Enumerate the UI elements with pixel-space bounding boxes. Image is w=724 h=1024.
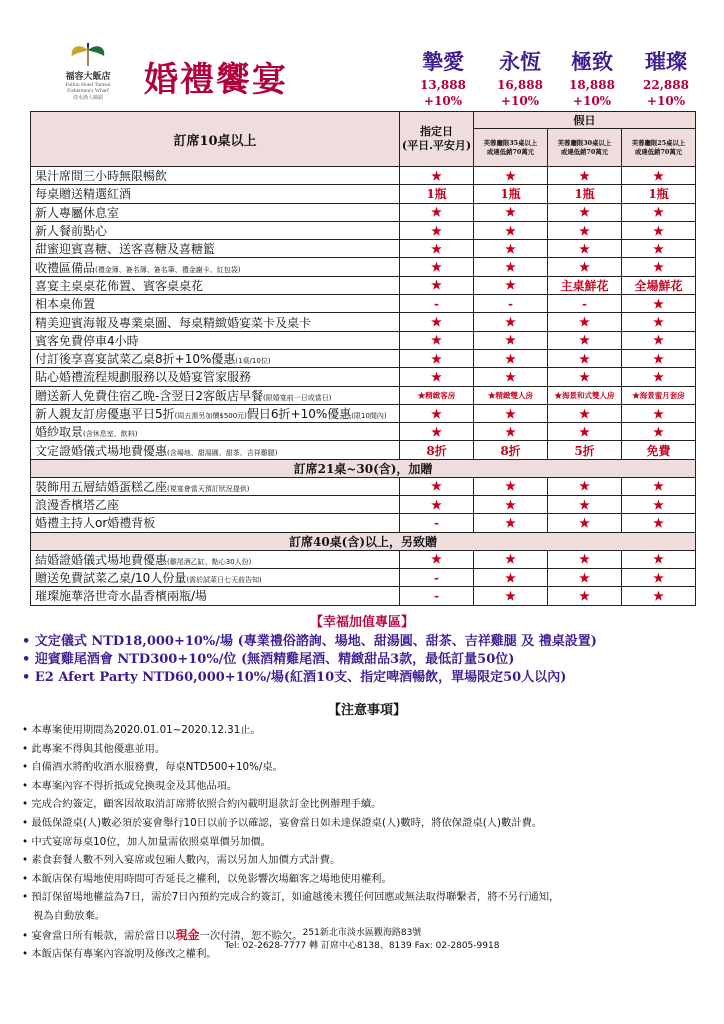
star-icon: ★ <box>474 240 548 258</box>
cell-value: - <box>474 295 548 313</box>
hotel-logo <box>50 40 126 101</box>
note-item-payment: • 宴會當日所有帳款，需於當日以現金一次付清，恕不賒欠。 <box>22 927 303 942</box>
row-item-label: 賓客免費停車4小時 <box>31 331 400 349</box>
row-item-label: 甜蜜迎賓喜糖、送客喜糖及喜糖籃 <box>31 240 400 258</box>
star-icon: ★ <box>548 404 622 422</box>
table-header-min-tables: 訂席10桌以上 <box>31 112 400 167</box>
star-icon: ★ <box>474 167 548 185</box>
page-title: 婚禮饗宴 <box>144 60 288 100</box>
package-1 <box>404 46 482 108</box>
star-icon: ★ <box>622 568 696 586</box>
row-item-label: 結婚證婚儀式場地費優惠(雞尾酒乙缸、點心30人份) <box>31 550 400 568</box>
star-icon: ★ <box>548 203 622 221</box>
package-price: 22,888 <box>643 78 689 92</box>
star-icon: ★ <box>622 221 696 239</box>
star-icon: ★ <box>474 496 548 514</box>
star-icon: ★ <box>622 167 696 185</box>
row-item-label: 收禮區備品(禮金簿、簽名簿、簽名筆、禮金謝卡、紅包袋) <box>31 258 400 276</box>
star-icon: ★ <box>400 258 474 276</box>
note-item: • 完成合約簽定，顧客因故取消訂席將依照合約內載明退款訂金比例辦理手續。 <box>22 798 382 811</box>
star-icon: ★ <box>622 550 696 568</box>
note-continuation: 視為自動放棄。 <box>33 909 106 922</box>
cell-value: 8折 <box>400 441 474 459</box>
star-icon: ★ <box>400 477 474 495</box>
hotel-sub-zh: 淡水漁人碼頭 <box>72 95 103 101</box>
star-icon: ★ <box>474 313 548 331</box>
star-icon: ★ <box>548 349 622 367</box>
star-icon: ★ <box>548 514 622 532</box>
row-item-label: 喜宴主桌桌花佈置、賓客桌桌花 <box>31 276 400 294</box>
star-icon: ★ <box>622 496 696 514</box>
package-price: 13,888 <box>420 78 466 92</box>
hotel-name-en-2: Fishermen's Wharf <box>67 88 109 94</box>
table-row <box>31 276 696 294</box>
star-icon: ★ <box>622 240 696 258</box>
cell-value: 1瓶 <box>548 185 622 203</box>
package-3 <box>553 46 631 108</box>
row-item-label: 相本桌佈置 <box>31 295 400 313</box>
note-item: • 素食套餐人數不列入宴席或包廂人數內，需以另加人加價方式計費。 <box>22 854 341 867</box>
row-item-label: 婚紗取景(含休息室、飲料) <box>31 423 400 441</box>
weekday-sub: (平日.平安月) <box>401 139 472 152</box>
note-item: • 本專案使用期間為2020.01.01~2020.12.31止。 <box>22 724 261 736</box>
package-name: 璀璨 <box>645 49 687 74</box>
note-item: • 本飯店保有場地使用時間可否延長之權利，以免影響次場顧客之場地使用權利。 <box>22 872 392 885</box>
star-icon: ★ <box>548 550 622 568</box>
star-icon: ★ <box>474 514 548 532</box>
star-icon: ★ <box>474 423 548 441</box>
star-icon: ★ <box>548 477 622 495</box>
cell-value: 全場鮮花 <box>622 276 696 294</box>
notes-section <box>22 699 712 964</box>
wedding-package-table <box>30 111 696 606</box>
cell-value: 主桌鮮花 <box>548 276 622 294</box>
package-2 <box>481 46 559 108</box>
holiday-condition: 芙蓉廳限35桌以上 或達低銷70萬元 <box>474 129 548 167</box>
holiday-condition: 芙蓉廳限25桌以上 或達低銷70萬元 <box>622 129 696 167</box>
upgrade-section <box>22 611 702 687</box>
table-row <box>31 514 696 532</box>
star-icon: ★ <box>548 221 622 239</box>
table-row <box>31 203 696 221</box>
cell-value: - <box>400 587 474 605</box>
table-row <box>31 423 696 441</box>
cell-value: 5折 <box>548 441 622 459</box>
table-row <box>31 386 696 404</box>
row-item-label: 新人餐前點心 <box>31 221 400 239</box>
hotel-name-en-1: Fullon Hotel Tamsui <box>65 82 111 88</box>
note-item: • 最低保證桌(人)數必須於宴會舉行10日以前予以確認，宴會當日如未達保證桌(人)數時，將依保證桌(人)數計費。 <box>22 816 543 829</box>
star-icon: ★ <box>622 477 696 495</box>
table-row <box>31 295 696 313</box>
upgrade-item: • E2 Afert Party NTD60,000+10%/場(紅酒10支、指定啤酒暢飲，單場限定50人以內) <box>22 670 567 685</box>
ginkgo-logo-icon <box>68 40 108 68</box>
star-icon: ★ <box>548 167 622 185</box>
row-item-label: 贈送免費試菜乙桌/10人份量(需於試菜日七天前告知) <box>31 568 400 586</box>
star-icon: ★ <box>622 404 696 422</box>
package-4 <box>627 46 705 108</box>
cell-value: - <box>400 514 474 532</box>
star-icon: ★ <box>474 368 548 386</box>
star-icon: ★ <box>400 368 474 386</box>
star-icon: ★ <box>548 368 622 386</box>
star-icon: ★ <box>622 295 696 313</box>
star-icon: ★ <box>474 221 548 239</box>
star-icon: ★ <box>548 568 622 586</box>
row-item-label: 文定證婚儀式場地費優惠(含場地、甜湯圓、甜茶、吉祥雞腿) <box>31 441 400 459</box>
cell-value: ★海景蜜月套房 <box>622 386 696 404</box>
cell-value: ★精緻雙人房 <box>474 386 548 404</box>
star-icon: ★ <box>548 313 622 331</box>
row-item-label: 果汁席間三小時無限暢飲 <box>31 167 400 185</box>
star-icon: ★ <box>400 221 474 239</box>
package-price: 16,888 <box>497 78 543 92</box>
table-row <box>31 221 696 239</box>
section-header: 訂席21桌~30(含)，加贈 <box>31 459 696 477</box>
row-item-label: 璀璨施華洛世奇水晶香檳兩瓶/場 <box>31 587 400 605</box>
star-icon: ★ <box>474 587 548 605</box>
star-icon: ★ <box>400 550 474 568</box>
star-icon: ★ <box>622 258 696 276</box>
notes-heading: 【注意事項】 <box>327 703 406 718</box>
star-icon: ★ <box>622 423 696 441</box>
footer <box>0 927 724 953</box>
hotel-name-zh: 福容大飯店 <box>65 72 111 82</box>
star-icon: ★ <box>400 349 474 367</box>
star-icon: ★ <box>400 423 474 441</box>
star-icon: ★ <box>474 568 548 586</box>
star-icon: ★ <box>474 258 548 276</box>
star-icon: ★ <box>474 404 548 422</box>
upgrade-item: • 文定儀式 NTD18,000+10%/場 (專業禮俗諮詢、場地、甜湯圓、甜茶、吉祥雞腿 及 禮桌設置) <box>22 634 597 649</box>
star-icon: ★ <box>400 313 474 331</box>
star-icon: ★ <box>474 349 548 367</box>
note-item: • 預訂保留場地權益為7日，需於7日內預約完成合約簽訂，如逾越後未獲任何回應或無法取得聯繫者，將不另行通知， <box>22 891 560 904</box>
package-tax: +10% <box>572 94 612 108</box>
star-icon: ★ <box>474 331 548 349</box>
star-icon: ★ <box>622 587 696 605</box>
star-icon: ★ <box>400 240 474 258</box>
cell-value: - <box>400 568 474 586</box>
star-icon: ★ <box>400 404 474 422</box>
row-item-label: 婚禮主持人or婚禮背板 <box>31 514 400 532</box>
package-tax: +10% <box>646 94 686 108</box>
cell-value: 1瓶 <box>622 185 696 203</box>
cell-value: - <box>548 295 622 313</box>
table-row <box>31 368 696 386</box>
section-header-row <box>31 532 696 550</box>
note-item: • 此專案不得與其他優惠並用。 <box>22 742 166 755</box>
star-icon: ★ <box>474 477 548 495</box>
upgrade-item: • 迎賓雞尾酒會 NTD300+10%/位 (無酒精雞尾酒、精緻甜品3款，最低訂量50位) <box>22 652 515 667</box>
cell-value: ★海景和式雙人房 <box>548 386 622 404</box>
star-icon: ★ <box>622 203 696 221</box>
cell-value: 8折 <box>474 441 548 459</box>
row-item-label: 贈送新人免費住宿乙晚-含翌日2客飯店早餐(限婚宴前一日或當日) <box>31 386 400 404</box>
cell-value: - <box>400 295 474 313</box>
table-row <box>31 258 696 276</box>
row-item-label: 浪漫香檳塔乙座 <box>31 496 400 514</box>
table-row <box>31 185 696 203</box>
star-icon: ★ <box>400 496 474 514</box>
row-item-label: 新人親友訂房優惠平日5折(周五需另加價$500元)假日6折+10%優惠(限10間內) <box>31 404 400 422</box>
package-name: 摯愛 <box>422 49 464 74</box>
table-row <box>31 240 696 258</box>
star-icon: ★ <box>548 587 622 605</box>
star-icon: ★ <box>474 276 548 294</box>
table-row <box>31 313 696 331</box>
note-item: • 自備酒水將酌收酒水服務費，每桌NTD500+10%/桌。 <box>22 761 283 774</box>
table-header-weekday <box>400 112 474 167</box>
star-icon: ★ <box>622 313 696 331</box>
star-icon: ★ <box>548 423 622 441</box>
section-header-row <box>31 459 696 477</box>
cell-value: ★精緻客房 <box>400 386 474 404</box>
cell-value: 1瓶 <box>474 185 548 203</box>
table-header-holiday: 假日 <box>474 112 696 129</box>
cell-value: 免費 <box>622 441 696 459</box>
table-row <box>31 404 696 422</box>
table-row <box>31 331 696 349</box>
row-item-label: 貼心婚禮流程規劃服務以及婚宴管家服務 <box>31 368 400 386</box>
table-row <box>31 550 696 568</box>
star-icon: ★ <box>622 331 696 349</box>
star-icon: ★ <box>622 349 696 367</box>
star-icon: ★ <box>474 550 548 568</box>
table-row <box>31 167 696 185</box>
note-item: • 本飯店保有專案內容說明及修改之權利。 <box>22 948 217 961</box>
row-item-label: 每桌贈送精選紅酒 <box>31 185 400 203</box>
table-row <box>31 441 696 459</box>
table-row <box>31 477 696 495</box>
holiday-condition: 芙蓉廳限30桌以上 或達低銷70萬元 <box>548 129 622 167</box>
weekday-label: 指定日 <box>420 125 453 138</box>
cell-value: 1瓶 <box>400 185 474 203</box>
star-icon: ★ <box>400 167 474 185</box>
table-row <box>31 568 696 586</box>
note-item: • 本專案內容不得折抵或兌換現金及其他品項。 <box>22 779 238 792</box>
star-icon: ★ <box>474 203 548 221</box>
star-icon: ★ <box>400 331 474 349</box>
table-row <box>31 496 696 514</box>
row-item-label: 裝飾用五層結婚蛋糕乙座(視宴會當天預訂狀況提供) <box>31 477 400 495</box>
star-icon: ★ <box>622 514 696 532</box>
package-price: 18,888 <box>569 78 615 92</box>
footer-address: 251新北市淡水區觀海路83號 <box>302 928 422 938</box>
upgrade-heading: 【幸福加值專區】 <box>309 615 414 630</box>
note-item: • 中式宴席每桌10位，加人加量需依照桌單價另加價。 <box>22 835 271 848</box>
star-icon: ★ <box>622 368 696 386</box>
star-icon: ★ <box>548 240 622 258</box>
section-header: 訂席40桌(含)以上，另致贈 <box>31 532 696 550</box>
table-row <box>31 349 696 367</box>
package-tax: +10% <box>423 94 463 108</box>
table-row <box>31 587 696 605</box>
row-item-label: 新人專屬休息室 <box>31 203 400 221</box>
star-icon: ★ <box>400 276 474 294</box>
package-name: 永恆 <box>499 49 541 74</box>
package-tax: +10% <box>500 94 540 108</box>
row-item-label: 付訂後享喜宴試菜乙桌8折+10%優惠(1桌/10位) <box>31 349 400 367</box>
star-icon: ★ <box>400 203 474 221</box>
package-name: 極致 <box>571 49 613 74</box>
footer-contact: Tel: 02-2628-7777 轉 訂席中心8138、8139 Fax: 02-2805-9918 <box>224 941 500 951</box>
star-icon: ★ <box>548 258 622 276</box>
row-item-label: 精美迎賓海報及專業桌圖、每桌精緻婚宴菜卡及桌卡 <box>31 313 400 331</box>
star-icon: ★ <box>548 331 622 349</box>
star-icon: ★ <box>548 496 622 514</box>
